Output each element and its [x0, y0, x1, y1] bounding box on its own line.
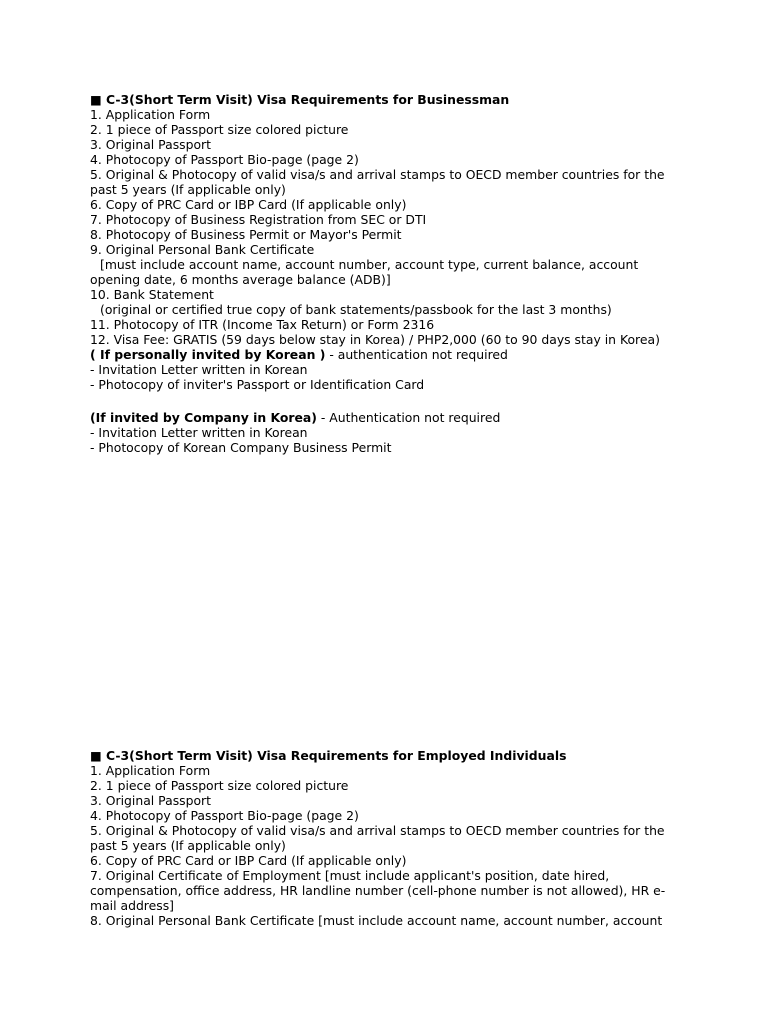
list-item: 8. Original Personal Bank Certificate [must include account name, account number, account: [90, 913, 663, 928]
list-item: 5. Original & Photocopy of valid visa/s and arrival stamps to OECD member countries for the: [90, 167, 665, 182]
list-item: 10. Bank Statement: [90, 287, 214, 302]
company-invite-line: [90, 410, 690, 425]
list-item: 3. Original Passport: [90, 793, 212, 808]
list-item: 4. Photocopy of Passport Bio-page (page 2): [90, 808, 359, 823]
personal-invite-note: - authentication not required: [325, 347, 508, 362]
personal-invite-label: ( If personally invited by Korean ): [90, 347, 326, 362]
list-item: - Photocopy of inviter's Passport or Identification Card: [90, 377, 425, 392]
company-invite-label: (If invited by Company in Korea): [90, 410, 317, 425]
list-item: 3. Original Passport: [90, 137, 212, 152]
list-item: 2. 1 piece of Passport size colored picture: [90, 122, 349, 137]
list-item-detail: opening date, 6 months average balance (ADB)]: [90, 272, 391, 287]
list-item: 4. Photocopy of Passport Bio-page (page 2): [90, 152, 359, 167]
list-item: past 5 years (If applicable only): [90, 182, 286, 197]
list-item: - Photocopy of Korean Company Business Permit: [90, 440, 392, 455]
businessman-requirements-section: [90, 92, 690, 455]
list-item-detail: (original or certified true copy of bank statements/passbook for the last 3 months): [100, 302, 612, 317]
list-item: 11. Photocopy of ITR (Income Tax Return) or Form 2316: [90, 317, 435, 332]
list-item: 12. Visa Fee: GRATIS (59 days below stay in Korea) / PHP2,000 (60 to 90 days stay in Korea): [90, 332, 660, 347]
list-item-detail: [must include account name, account number, account type, current balance, account: [100, 257, 639, 272]
employed-heading: ■ C-3(Short Term Visit) Visa Requirements for Employed Individuals: [90, 748, 567, 763]
list-item: 1. Application Form: [90, 763, 211, 778]
list-item: 7. Original Certificate of Employment [must include applicant's position, date hired,: [90, 868, 610, 883]
list-item: past 5 years (If applicable only): [90, 838, 286, 853]
list-item: 1. Application Form: [90, 107, 211, 122]
list-item: - Invitation Letter written in Korean: [90, 425, 308, 440]
company-invite-note: - Authentication not required: [316, 410, 501, 425]
list-item-detail: mail address]: [90, 898, 174, 913]
spacer: [90, 392, 690, 410]
list-item: - Invitation Letter written in Korean: [90, 362, 308, 377]
list-item: 9. Original Personal Bank Certificate: [90, 242, 315, 257]
list-item: 7. Photocopy of Business Registration from SEC or DTI: [90, 212, 427, 227]
list-item: 2. 1 piece of Passport size colored picture: [90, 778, 349, 793]
businessman-heading: ■ C-3(Short Term Visit) Visa Requirements for Businessman: [90, 92, 510, 107]
personal-invite-line: [90, 347, 690, 362]
list-item-detail: compensation, office address, HR landline number (cell-phone number is not allowed), HR e-: [90, 883, 666, 898]
list-item: 6. Copy of PRC Card or IBP Card (If applicable only): [90, 853, 407, 868]
employed-requirements-section: [90, 748, 690, 928]
list-item: 6. Copy of PRC Card or IBP Card (If applicable only): [90, 197, 407, 212]
list-item: 5. Original & Photocopy of valid visa/s and arrival stamps to OECD member countries for the: [90, 823, 665, 838]
list-item: 8. Photocopy of Business Permit or Mayor's Permit: [90, 227, 402, 242]
